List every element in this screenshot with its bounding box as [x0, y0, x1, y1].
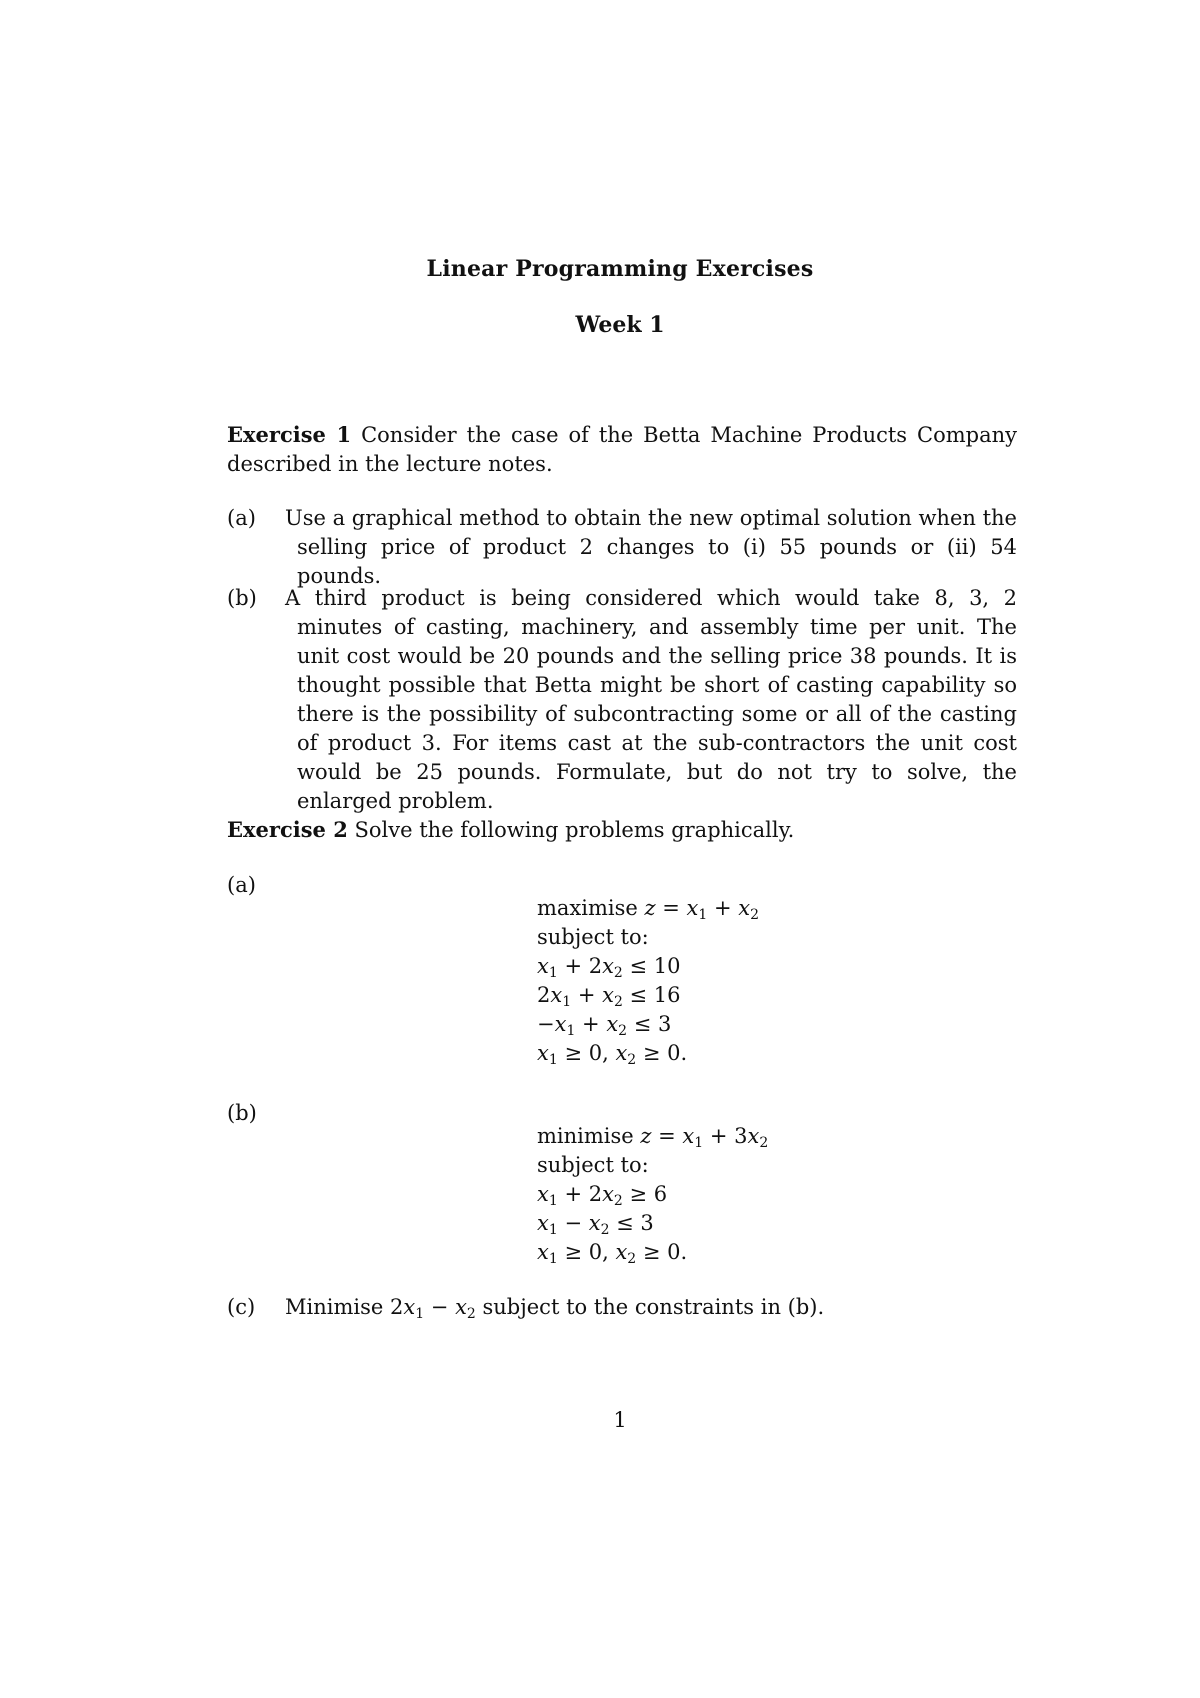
exercise-2-part-c	[227, 1293, 1017, 1322]
lp-problem-b	[537, 1122, 768, 1267]
lp-a-constraint-2: $2x_1 + x_2 \le 16$	[537, 983, 681, 1010]
page-number: 1	[613, 1408, 627, 1432]
exercise-1-part-a-text: Use a graphical method to obtain the new optimal solution when the selling price of product 2 changes to (i) 55 pounds or (ii) 54 pounds.	[285, 506, 1017, 588]
exercise-1-intro	[227, 420, 1017, 479]
exercise-1-label: Exercise 1	[227, 422, 352, 447]
exercise-1-text: Consider the case of the Betta Machine Products Company described in the lecture notes.	[227, 423, 1017, 476]
lp-a-constraint-3: $-x_1 + x_2 \le 3$	[537, 1012, 672, 1039]
exercise-2-text: Solve the following problems graphically.	[354, 818, 795, 842]
exercise-1-part-a-label: (a)	[227, 506, 256, 530]
lp-b-constraint-1: $x_1 + 2x_2 \ge 6$	[537, 1182, 668, 1209]
exercise-2-part-c-label: (c)	[227, 1295, 256, 1319]
document-subtitle: Week 1	[575, 312, 665, 338]
exercise-2-label: Exercise 2	[227, 817, 348, 842]
lp-b-nonnegativity: $x_1 \ge 0$, $x_2 \ge 0$.	[537, 1240, 688, 1267]
lp-a-nonnegativity: $x_1 \ge 0$, $x_2 \ge 0$.	[537, 1041, 688, 1068]
exercise-2-intro	[227, 815, 1017, 845]
exercise-2-part-a-label: (a)	[227, 873, 256, 897]
exercise-1-part-a	[227, 504, 1017, 591]
exercise-1-part-b-label: (b)	[227, 586, 257, 610]
exercise-2-part-b-label: (b)	[227, 1101, 257, 1125]
lp-a-subject-to: subject to:	[537, 925, 649, 949]
exercise-1-part-b-text: A third product is being considered which would take 8, 3, 2 minutes of casting, machinery, and assembly time per unit. The unit cost would be 20 pounds and the selling price 38 pounds. It is thought possible that Betta might be short of casting capability so there is the possibility of subcontracting some or all of the casting of product 3. For items cast at the sub-contractors the unit cost would be 25 pounds. Formulate, but do not try to solve, the enlarged problem.	[285, 586, 1017, 813]
lp-b-objective: minimise $z = x_1 + 3x_2$	[537, 1124, 769, 1151]
lp-a-constraint-1: $x_1 + 2x_2 \le 10$	[537, 954, 681, 981]
lp-problem-a	[537, 894, 759, 1068]
exercise-1-part-b	[227, 584, 1017, 816]
lp-b-subject-to: subject to:	[537, 1153, 649, 1177]
exercise-2-part-c-text: Minimise $2x_1 - x_2$ subject to the constraints in (b).	[285, 1295, 825, 1322]
lp-b-constraint-2: $x_1 - x_2 \le 3$	[537, 1211, 654, 1238]
document-title: Linear Programming Exercises	[426, 256, 814, 282]
lp-a-objective: maximise $z = x_1 + x_2$	[537, 896, 760, 923]
